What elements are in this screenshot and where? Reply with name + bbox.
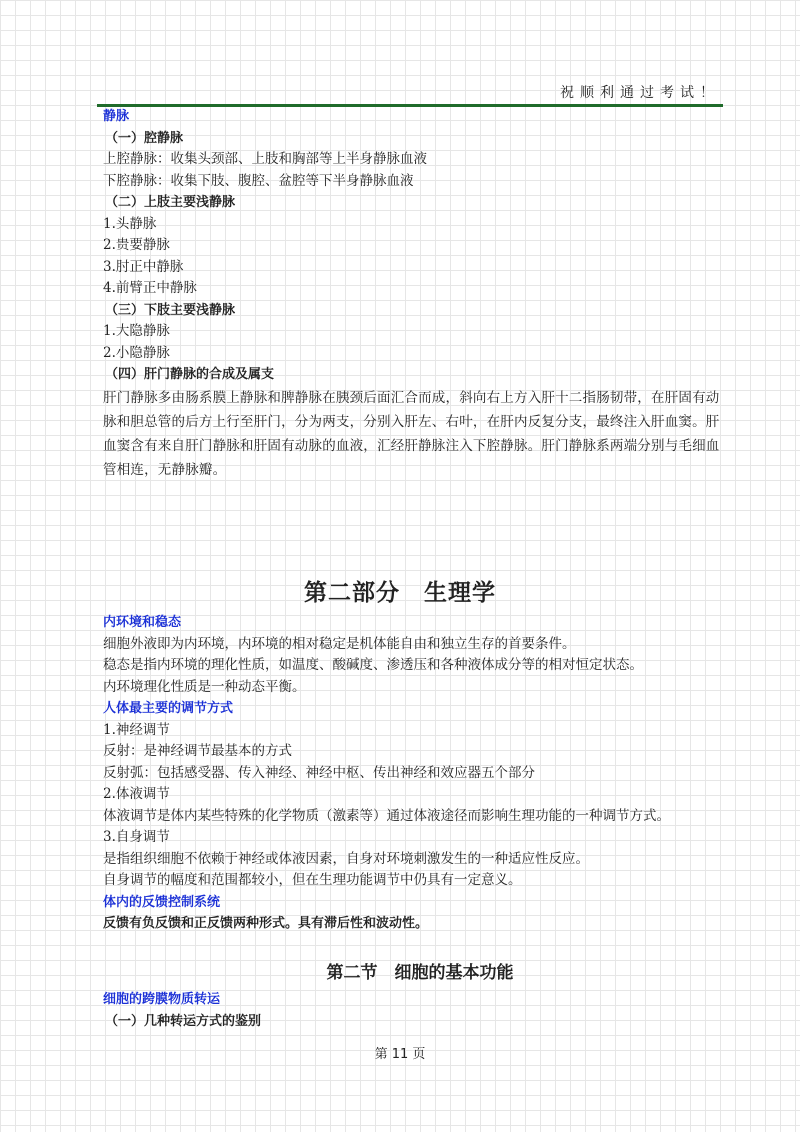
paragraph: 肝门静脉多由肠系膜上静脉和脾静脉在胰颈后面汇合而成，斜向右上方入肝十二指肠韧带，在肝固有动脉和胆总管的后方上行至肝门，分为两支，分别入肝左、右叶，在肝内反复分支，最终注入肝血窦。肝血窦含有来自肝门静脉和肝固有动脉的血液，汇经肝静脉注入下腔静脉。肝门静脉系两端分别与毛细血管相连，无静脉瓣。	[103, 389, 720, 478]
cell-function-section	[103, 989, 723, 1032]
list-item: 3.自身调节	[103, 829, 170, 845]
veins-section	[103, 106, 723, 482]
text-line: 体液调节是体内某些特殊的化学物质（激素等）通过体液途径而影响生理功能的一种调节方式。	[103, 807, 670, 824]
section-heading: 细胞的跨膜物质转运	[103, 992, 221, 1007]
text-line: 内环境理化性质是一种动态平衡。	[103, 678, 306, 695]
text-line: 反射弧：包括感受器、传入神经、神经中枢、传出神经和效应器五个部分	[103, 764, 535, 781]
list-item: 2.贵要静脉	[103, 237, 170, 253]
text-line-bold: 反馈有负反馈和正反馈两种形式。具有滞后性和波动性。	[103, 916, 429, 931]
section-title: 第二节 细胞的基本功能	[326, 963, 514, 983]
part-title: 第二部分 生理学	[304, 579, 496, 606]
page-number: 第 11 页	[374, 1047, 426, 1062]
text-line: 细胞外液即为内环境，内环境的相对稳定是机体能自由和独立生存的首要条件。	[103, 635, 576, 652]
list-item: 1.大隐静脉	[103, 323, 170, 339]
list-item: 1.头静脉	[103, 215, 157, 232]
list-item: 4.前臂正中静脉	[103, 280, 197, 296]
text-line: 稳态是指内环境的理化性质，如温度、酸碱度、渗透压和各种液体成分等的相对恒定状态。	[103, 657, 643, 673]
subheading: （一）几种转运方式的鉴别	[105, 1013, 262, 1029]
subheading: （二）上肢主要浅静脉	[105, 195, 236, 210]
text-line: 自身调节的幅度和范围都较小，但在生理功能调节中仍具有一定意义。	[103, 872, 522, 888]
text-line: 是指组织细胞不依赖于神经或体液因素，自身对环境刺激发生的一种适应性反应。	[103, 850, 589, 867]
header-slogan: 祝顺利通过考试！	[560, 85, 720, 101]
section-heading: 体内的反馈控制系统	[103, 894, 221, 910]
subheading: （四）肝门静脉的合成及属支	[105, 367, 275, 382]
list-item: 2.体液调节	[103, 786, 170, 802]
list-item: 1.神经调节	[103, 721, 170, 738]
text-line: 反射：是神经调节最基本的方式	[103, 743, 292, 759]
text-line: 下腔静脉：收集下肢、腹腔、盆腔等下半身静脉血液	[103, 172, 414, 189]
text-line: 上腔静脉：收集头颈部、上肢和胸部等上半身静脉血液	[103, 151, 427, 167]
list-item: 3.肘正中静脉	[103, 258, 184, 275]
subheading: （一）腔静脉	[105, 130, 184, 146]
section-heading: 人体最主要的调节方式	[103, 701, 234, 716]
section-heading: 静脉	[103, 109, 130, 124]
section-heading: 内环境和稳态	[103, 615, 182, 630]
physiology-section	[103, 612, 723, 935]
subheading: （三）下肢主要浅静脉	[105, 302, 236, 318]
list-item: 2.小隐静脉	[103, 344, 170, 361]
